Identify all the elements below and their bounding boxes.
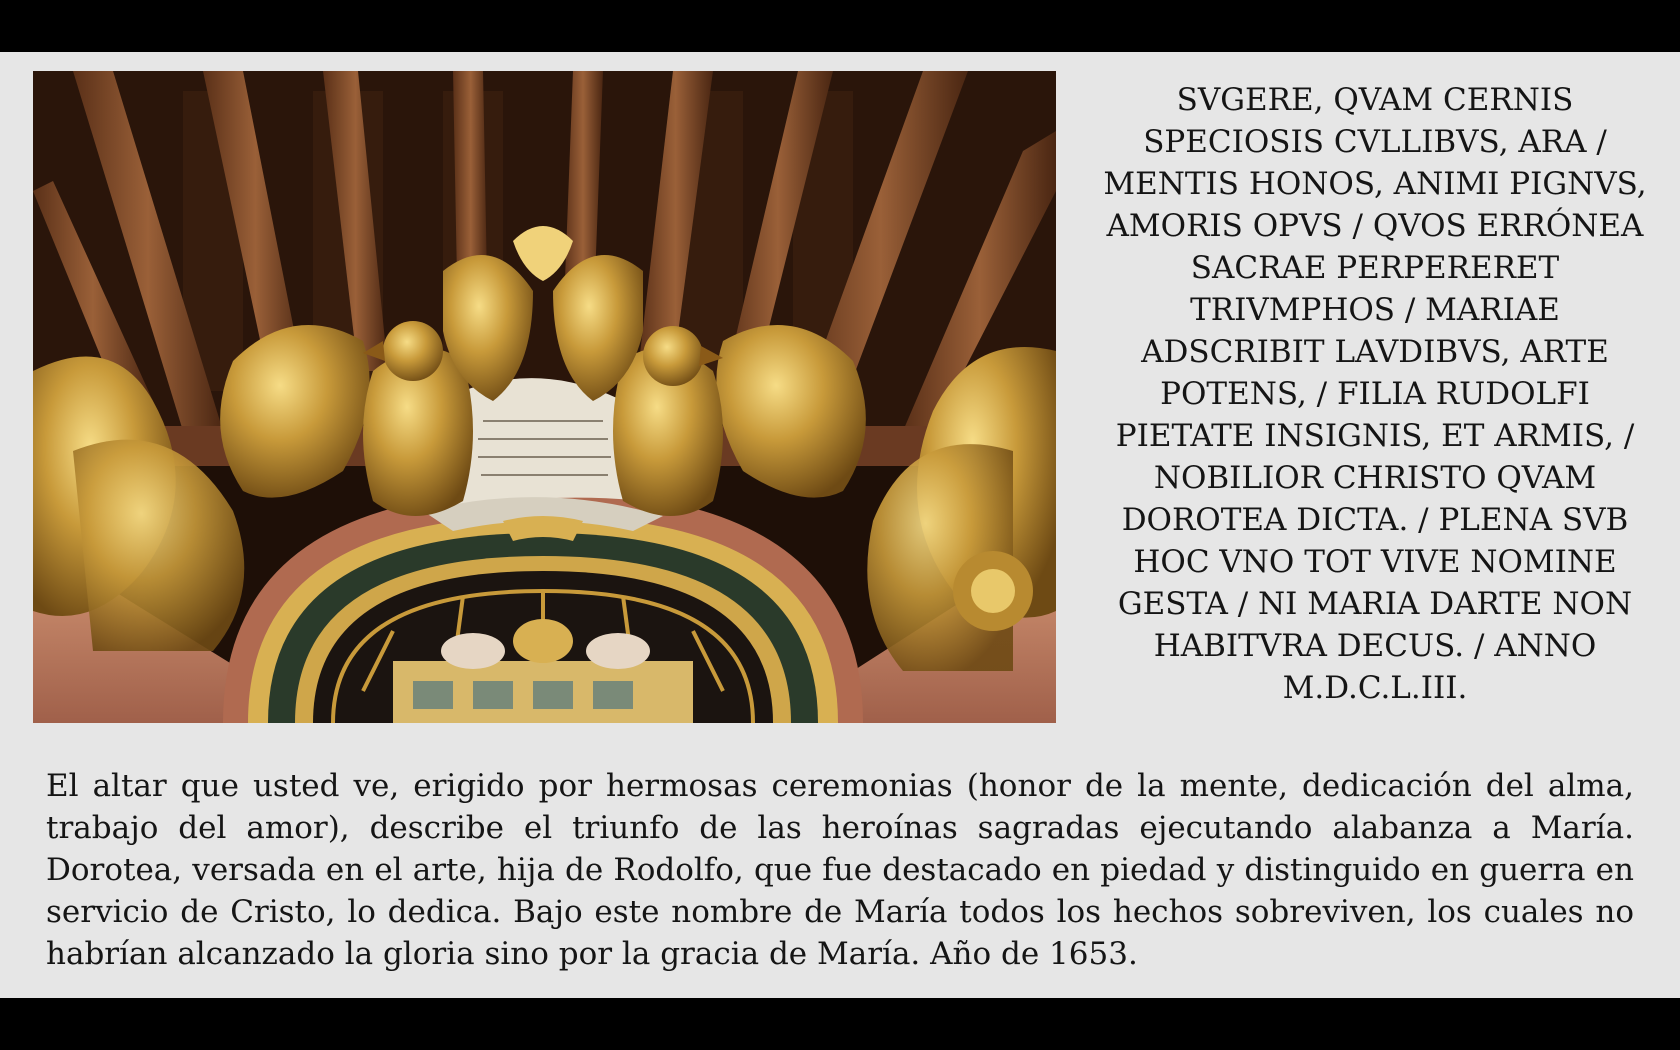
altar-photo-image [33,71,1056,723]
latin-inscription: SVGERE, QVAM CERNIS SPECIOSIS CVLLIBVS, ARA / MENTIS HONOS, ANIMI PIGNVS, AMORIS OPVS / QVOS ERRÓNEA SACRAE PERPERERET TRIVMPHOS / MARIAE ADSCRIBIT LAVDIBVS, ARTE POTENS, / FILIA RUDOLFI PIETATE INSIGNIS, ET ARMIS, / NOBILIOR CHRISTO QVAM DOROTEA DICTA. / PLENA SVB HOC VNO TOT VIVE NOMINE GESTA / NI MARIA DARTE NON HABITVRA DECUS. / ANNO M.D.C.L.III. [1103,82,1647,706]
spanish-translation: El altar que usted ve, erigido por hermosas ceremonias (honor de la mente, dedicación del alma, trabajo del amor), describe el triunfo de las heroínas sagradas ejecutando alabanza a María. Dorotea, versada en el arte, hija de Rodolfo, que fue destacado en piedad y distinguido en guerra en servicio de Cristo, lo dedica. Bajo este nombre de María todos los hechos sobreviven, los cuales no habrían alcanzado la gloria sino por la gracia de María. Año de 1653. [46,768,1634,972]
letterbox-bottom [0,998,1680,1050]
altar-photo [33,71,1056,723]
presentation-slide [0,52,1680,998]
letterbox-top [0,0,1680,52]
